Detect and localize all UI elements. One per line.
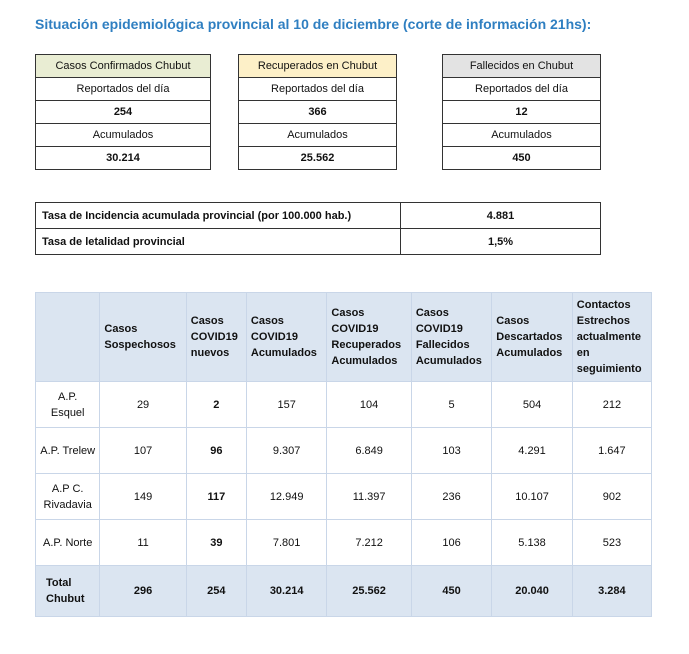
confirmed-daily-label: Reportados del día [36, 78, 211, 101]
table-cell: 104 [327, 382, 411, 428]
table-row [36, 474, 652, 520]
table-cell: 902 [572, 474, 651, 520]
table-cell: 11.397 [327, 474, 411, 520]
table-cell: 3.284 [572, 566, 651, 617]
table-row [36, 428, 652, 474]
confirmed-daily-value: 254 [36, 101, 211, 124]
table-cell: 504 [492, 382, 573, 428]
table-row [36, 229, 601, 255]
table-cell: 7.212 [327, 520, 411, 566]
table-cell: 12.949 [246, 474, 326, 520]
table-cell: 296 [100, 566, 186, 617]
confirmed-acc-value: 30.214 [36, 147, 211, 170]
table-cell: 107 [100, 428, 186, 474]
table-cell: 29 [100, 382, 186, 428]
table-cell: 11 [100, 520, 186, 566]
area-name: A.P. Trelew [36, 428, 100, 474]
recovered-daily-value: 366 [239, 101, 397, 124]
table-cell: 20.040 [492, 566, 573, 617]
recovered-box [238, 54, 397, 170]
table-row [36, 203, 601, 229]
deceased-header: Fallecidos en Chubut [443, 55, 601, 78]
recovered-daily-label: Reportados del día [239, 78, 397, 101]
table-cell: 236 [411, 474, 491, 520]
table-cell: 30.214 [246, 566, 326, 617]
table-cell: 212 [572, 382, 651, 428]
table-cell: 254 [186, 566, 246, 617]
table-cell: 117 [186, 474, 246, 520]
deceased-daily-value: 12 [443, 101, 601, 124]
table-total-row [36, 566, 652, 617]
area-name: A.P. Esquel [36, 382, 100, 428]
incidence-rate-value: 4.881 [401, 203, 601, 229]
table-cell: 1.647 [572, 428, 651, 474]
table-cell: 7.801 [246, 520, 326, 566]
confirmed-header: Casos Confirmados Chubut [36, 55, 211, 78]
table-cell: 157 [246, 382, 326, 428]
recovered-header: Recuperados en Chubut [239, 55, 397, 78]
column-header [36, 293, 100, 382]
table-cell: 2 [186, 382, 246, 428]
table-row [36, 382, 652, 428]
column-header: Casos COVID19 nuevos [186, 293, 246, 382]
deceased-box [442, 54, 601, 170]
column-header: Casos COVID19 Recuperados Acumulados [327, 293, 411, 382]
deceased-acc-label: Acumulados [443, 124, 601, 147]
confirmed-acc-label: Acumulados [36, 124, 211, 147]
column-header: Casos Descartados Acumulados [492, 293, 573, 382]
table-cell: 10.107 [492, 474, 573, 520]
column-header: Casos Sospechosos [100, 293, 186, 382]
area-name: A.P. Norte [36, 520, 100, 566]
table-cell: 106 [411, 520, 491, 566]
table-cell: 523 [572, 520, 651, 566]
table-cell: 5.138 [492, 520, 573, 566]
table-header-row [36, 293, 652, 382]
recovered-acc-value: 25.562 [239, 147, 397, 170]
rates-table [35, 202, 601, 255]
incidence-rate-label: Tasa de Incidencia acumulada provincial (por 100.000 hab.) [36, 203, 401, 229]
area-breakdown-table [35, 292, 652, 617]
column-header: Casos COVID19 Fallecidos Acumulados [411, 293, 491, 382]
deceased-daily-label: Reportados del día [443, 78, 601, 101]
table-cell: 4.291 [492, 428, 573, 474]
column-header: Contactos Estrechos actualmente en seguimiento [572, 293, 651, 382]
deceased-acc-value: 450 [443, 147, 601, 170]
table-cell: 96 [186, 428, 246, 474]
table-cell: 5 [411, 382, 491, 428]
lethality-rate-label: Tasa de letalidad provincial [36, 229, 401, 255]
table-cell: 149 [100, 474, 186, 520]
table-row [36, 520, 652, 566]
area-name: A.P C. Rivadavia [36, 474, 100, 520]
table-cell: 9.307 [246, 428, 326, 474]
total-label: Total Chubut [36, 566, 100, 617]
lethality-rate-value: 1,5% [401, 229, 601, 255]
confirmed-cases-box [35, 54, 211, 170]
table-cell: 25.562 [327, 566, 411, 617]
table-cell: 39 [186, 520, 246, 566]
column-header: Casos COVID19 Acumulados [246, 293, 326, 382]
recovered-acc-label: Acumulados [239, 124, 397, 147]
table-cell: 103 [411, 428, 491, 474]
page-title: Situación epidemiológica provincial al 10 de diciembre (corte de información 21hs): [35, 16, 592, 32]
table-cell: 6.849 [327, 428, 411, 474]
table-cell: 450 [411, 566, 491, 617]
